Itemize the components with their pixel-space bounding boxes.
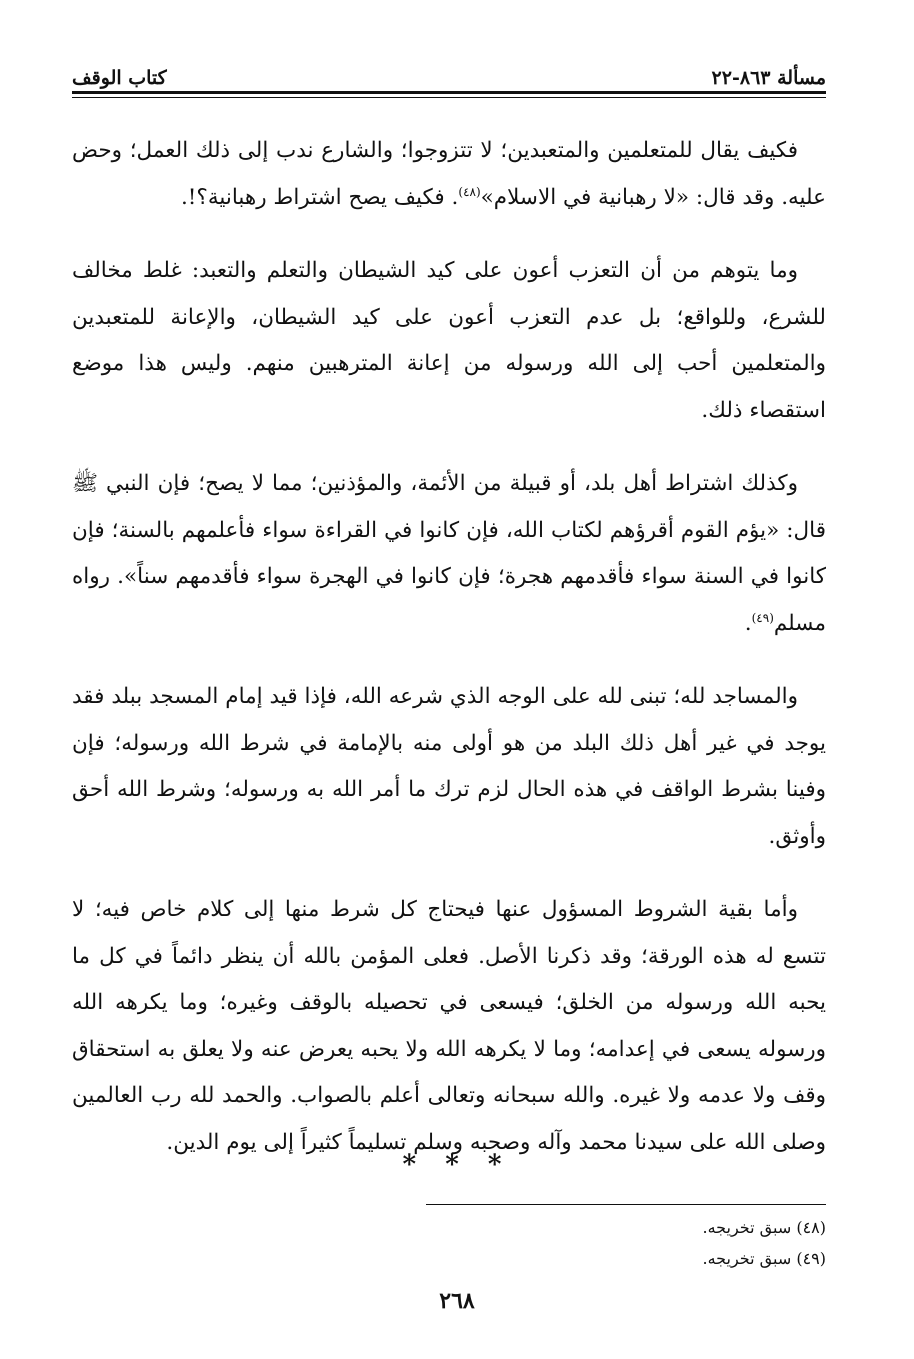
footnotes — [72, 1212, 826, 1274]
paragraph-text: فكيف يقال للمتعلمين والمتعبدين؛ لا تتزوجوا؛ والشارع ندب إلى ذلك العمل؛ وحض عليه. وقد قال: «لا رهبانية في الاسلام» — [72, 138, 826, 210]
paragraph-mosques: والمساجد لله؛ تبنى لله على الوجه الذي شرعه الله، فإذا قيد إمام المسجد ببلد فقد يوجد في غير أهل ذلك البلد من هو أولى منه بالإمامة في شرط الله ورسوله؛ فإن وفينا بشرط الواقف في هذه الحال لزم ترك ما أمر الله به ورسوله؛ وشرط الله أحق وأوثق. — [72, 684, 826, 849]
header-rule-thick — [72, 91, 826, 94]
footnote-48: (٤٨) سبق تخريجه. — [702, 1218, 826, 1237]
paragraph-text: . فكيف يصح اشتراط رهبانية؟!. — [180, 184, 459, 210]
paragraph-celibacy — [72, 128, 826, 221]
footnote-49: (٤٩) سبق تخريجه. — [702, 1249, 826, 1268]
running-header — [72, 55, 826, 89]
header-rule-thin — [72, 97, 826, 98]
footnote-ref-49[interactable]: (٤٩) — [751, 610, 774, 625]
paragraph-remaining-conditions: وأما بقية الشروط المسؤول عنها فيحتاج كل شرط منها إلى كلام خاص فيه؛ لا تتسع له هذه الورقة؛ وقد ذكرنا الأصل. فعلى المؤمن بالله أن ينظر دائماً في كل ما يحبه الله ورسوله من الخلق؛ فيسعى في تحصيله بالوقف وغيره؛ وما يكرهه الله ورسوله يسعى في إعدامه؛ وما لا يكرهه الله ولا يحبه يعرض عنه ولا يعلق به استحقاق وقف ولا عدمه ولا غيره. والله سبحانه وتعالى أعلم بالصواب. والحمد لله رب العالمين وصلى الله على سيدنا محمد وآله وصحبه وسلم تسليماً كثيراً إلى يوم الدين. — [72, 897, 826, 1155]
paragraph-imams — [72, 461, 826, 647]
book-title: كتاب الوقف — [72, 67, 167, 89]
footnote-divider — [426, 1204, 826, 1205]
body-text — [72, 128, 826, 1193]
footnote-ref-48[interactable]: (٤٨) — [458, 184, 481, 199]
paragraph-text: . — [744, 610, 752, 636]
page-number: ٢٦٨ — [439, 1288, 475, 1314]
issue-label: مسألة ٨٦٣-٢٢ — [711, 67, 826, 89]
section-separator: * * * — [402, 1150, 512, 1180]
paragraph-misconception: وما يتوهم من أن التعزب أعون على كيد الشيطان والتعلم والتعبد: غلط مخالف للشرع، وللواقع؛ بل عدم التعزب أعون على كيد الشيطان، والإعانة للمتعبدين والمتعلمين أحب إلى الله ورسوله من إعانة المترهبين منهم. وليس هذا موضع استقصاء ذلك. — [72, 258, 826, 423]
paragraph-text: وكذلك اشتراط أهل بلد، أو قبيلة من الأئمة، والمؤذنين؛ مما لا يصح؛ فإن النبي ﷺ قال: «يؤم القوم أقرؤهم لكتاب الله، فإن كانوا في القراءة سواء فأعلمهم بالسنة؛ فإن كانوا في السنة سواء فأقدمهم هجرة؛ فإن كانوا في الهجرة سواء فأقدمهم سناً». رواه مسلم — [72, 471, 826, 636]
